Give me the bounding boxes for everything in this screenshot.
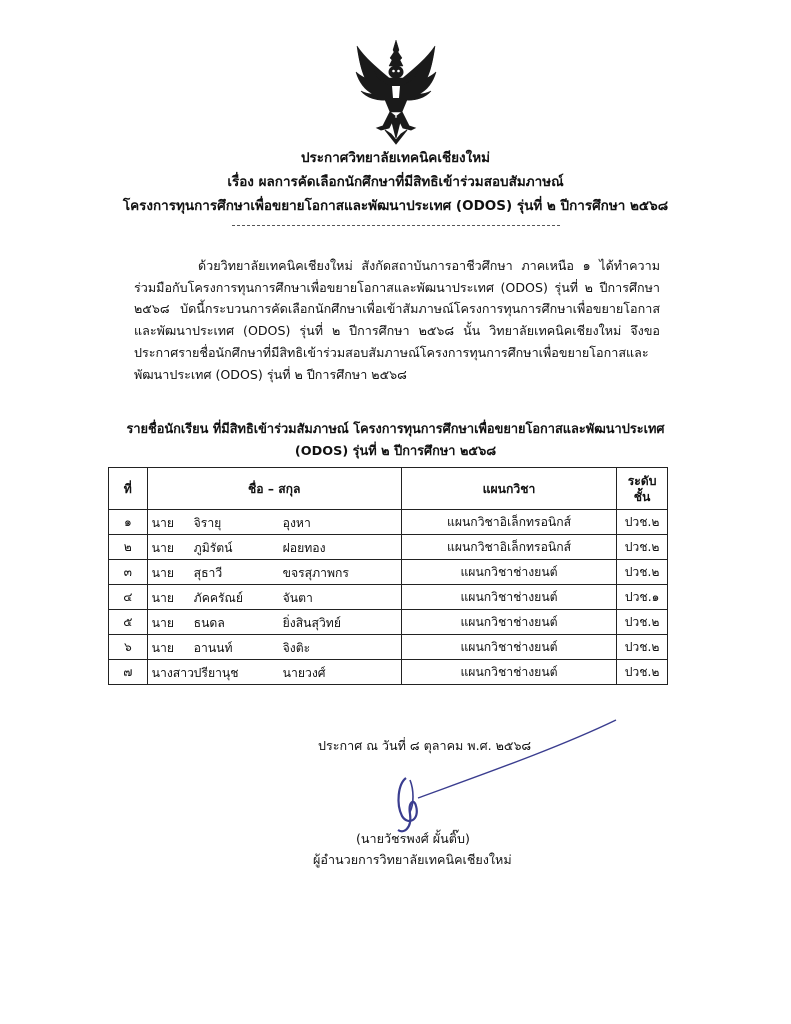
table-row bbox=[109, 635, 668, 660]
name-last: จันตา bbox=[282, 591, 313, 605]
name-first: สุธาวี bbox=[193, 566, 223, 580]
row-level: ปวช.๒ bbox=[617, 535, 668, 560]
row-name bbox=[147, 660, 401, 685]
row-level: ปวช.๑ bbox=[617, 585, 668, 610]
header-dept: แผนกวิชา bbox=[401, 468, 616, 510]
row-name bbox=[147, 585, 401, 610]
row-no: ๖ bbox=[109, 635, 148, 660]
row-dept: แผนกวิชาอิเล็กทรอนิกส์ bbox=[401, 510, 616, 535]
announcement-project: โครงการทุนการศึกษาเพื่อขยายโอกาสและพัฒนาประเทศ (ODOS) รุ่นที่ ๒ ปีการศึกษา ๒๕๖๘ bbox=[122, 198, 669, 214]
header-level bbox=[617, 468, 668, 510]
row-dept: แผนกวิชาช่างยนต์ bbox=[401, 635, 616, 660]
header-level-line2: ชั้น bbox=[633, 489, 651, 504]
row-name bbox=[147, 535, 401, 560]
row-name bbox=[147, 510, 401, 535]
row-no: ๓ bbox=[109, 560, 148, 585]
name-first: ภูมิรัตน์ bbox=[193, 541, 233, 555]
header-divider bbox=[232, 225, 560, 226]
row-dept: แผนกวิชาช่างยนต์ bbox=[401, 660, 616, 685]
name-last: อุงหา bbox=[282, 516, 311, 530]
table-row bbox=[109, 585, 668, 610]
table-header-row bbox=[109, 468, 668, 510]
name-title: นาย bbox=[151, 616, 174, 630]
row-level: ปวช.๒ bbox=[617, 510, 668, 535]
name-last: จิงติะ bbox=[282, 641, 311, 655]
name-last: ยิ่งสินสุวิทย์ bbox=[282, 616, 341, 630]
row-no: ๔ bbox=[109, 585, 148, 610]
signatory-name: (นายวัชรพงศ์ ผั้นติ๊บ) bbox=[356, 831, 470, 846]
row-level: ปวช.๒ bbox=[617, 660, 668, 685]
announcement-org: ประกาศวิทยาลัยเทคนิคเชียงใหม่ bbox=[300, 150, 491, 166]
name-title: นาย bbox=[151, 591, 174, 605]
row-dept: แผนกวิชาช่างยนต์ bbox=[401, 560, 616, 585]
name-title: นาย bbox=[151, 541, 174, 555]
row-level: ปวช.๒ bbox=[617, 635, 668, 660]
handwritten-signature bbox=[358, 718, 618, 838]
name-last: นายวงศ์ bbox=[282, 666, 326, 680]
name-first: อานนท์ bbox=[193, 641, 233, 655]
name-title: นาย bbox=[151, 566, 174, 580]
name-first: ภัคครัณย์ bbox=[193, 591, 243, 605]
table-row bbox=[109, 560, 668, 585]
row-no: ๒ bbox=[109, 535, 148, 560]
table-row bbox=[109, 510, 668, 535]
announce-date: ประกาศ ณ วันที่ ๘ ตุลาคม พ.ศ. ๒๕๖๘ bbox=[318, 738, 532, 753]
header-level-line1: ระดับ bbox=[627, 473, 657, 488]
row-no: ๗ bbox=[109, 660, 148, 685]
signatory-position: ผู้อำนวยการวิทยาลัยเทคนิคเชียงใหม่ bbox=[313, 852, 512, 867]
candidate-table bbox=[108, 467, 668, 685]
list-caption-line1: รายชื่อนักเรียน ที่มีสิทธิเข้าร่วมสัมภาษณ์ โครงการทุนการศึกษาเพื่อขยายโอกาสและพัฒนาประเทศ bbox=[126, 422, 665, 437]
table-row bbox=[109, 660, 668, 685]
name-first: ธนดล bbox=[193, 616, 225, 630]
row-level: ปวช.๒ bbox=[617, 560, 668, 585]
row-dept: แผนกวิชาอิเล็กทรอนิกส์ bbox=[401, 535, 616, 560]
list-caption-line2: (ODOS) รุ่นที่ ๒ ปีการศึกษา ๒๕๖๘ bbox=[294, 444, 497, 459]
announcement-body: ด้วยวิทยาลัยเทคนิคเชียงใหม่ สังกัดสถาบันการอาชีวศึกษา ภาคเหนือ ๑ ได้ทำความร่วมมือกับโครงการทุนการศึกษาเพื่อขยายโอกาสและพัฒนาประเทศ (ODOS) รุ่นที่ ๒ ปีการศึกษา ๒๕๖๘ บัดนี้กระบวนการคัดเลือกนักศึกษาเพื่อเข้าสัมภาษณ์โครงการทุนการศึกษาเพื่อขยายโอกาสและพัฒนาประเทศ (ODOS) รุ่นที่ ๒ ปีการศึกษา ๒๕๖๘ นั้น วิทยาลัยเทคนิคเชียงใหม่ จึงขอประกาศรายชื่อนักศึกษาที่มีสิทธิเข้าร่วมสอบสัมภาษณ์โครงการทุนการศึกษาเพื่อขยายโอกาสและพัฒนาประเทศ (ODOS) รุ่นที่ ๒ ปีการศึกษา ๒๕๖๘ bbox=[134, 258, 660, 382]
garuda-emblem-icon bbox=[355, 38, 437, 146]
row-dept: แผนกวิชาช่างยนต์ bbox=[401, 610, 616, 635]
table-row bbox=[109, 610, 668, 635]
row-name bbox=[147, 560, 401, 585]
name-last: ขจรสุภาพกร bbox=[282, 566, 349, 580]
table-row bbox=[109, 535, 668, 560]
row-name bbox=[147, 610, 401, 635]
announcement-subject: เรื่อง ผลการคัดเลือกนักศึกษาที่มีสิทธิเข้าร่วมสอบสัมภาษณ์ bbox=[227, 174, 564, 190]
row-no: ๕ bbox=[109, 610, 148, 635]
name-first: ปรียานุช bbox=[193, 666, 239, 680]
name-title: นาย bbox=[151, 516, 174, 530]
header-no: ที่ bbox=[109, 468, 148, 510]
name-title: นางสาว bbox=[151, 666, 194, 680]
row-level: ปวช.๒ bbox=[617, 610, 668, 635]
row-name bbox=[147, 635, 401, 660]
header-name: ชื่อ – สกุล bbox=[147, 468, 401, 510]
row-no: ๑ bbox=[109, 510, 148, 535]
name-first: จิรายุ bbox=[193, 516, 222, 530]
name-last: ฝอยทอง bbox=[282, 541, 326, 555]
row-dept: แผนกวิชาช่างยนต์ bbox=[401, 585, 616, 610]
name-title: นาย bbox=[151, 641, 174, 655]
